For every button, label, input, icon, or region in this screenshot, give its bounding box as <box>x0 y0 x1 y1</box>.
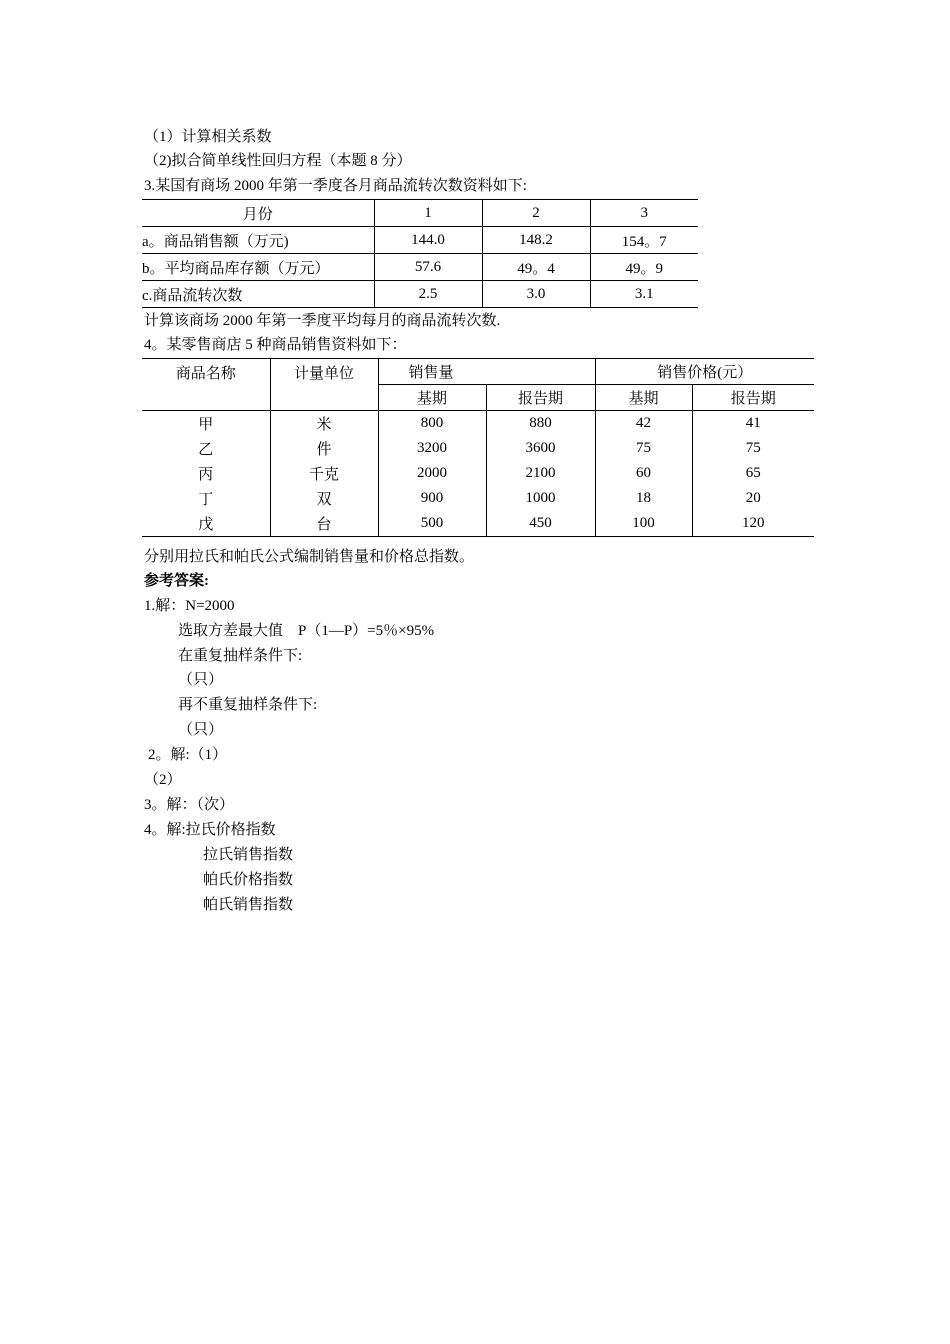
table-row <box>142 254 698 281</box>
answer-4-item: 帕氏销售指数 <box>203 897 294 913</box>
table-cell: 3600 <box>486 436 595 461</box>
table-cell: 20 <box>692 486 814 511</box>
table-cell: 2100 <box>486 461 595 486</box>
table-cell: 57.6 <box>374 254 482 281</box>
table-cell: 3.0 <box>482 281 590 308</box>
answer-1-step: 再不重复抽样条件下: <box>178 697 318 713</box>
table-cell: 丙 <box>198 467 214 483</box>
answer-4-item: 帕氏价格指数 <box>203 872 294 888</box>
table-cell: 144.0 <box>374 227 482 254</box>
table-header-cell: 报告期 <box>692 385 814 411</box>
table-cell: 18 <box>595 486 692 511</box>
table-row <box>142 436 814 461</box>
table-header-cell: 商品名称 <box>142 359 270 411</box>
answer-2-part: （2） <box>144 772 182 788</box>
table-row <box>142 227 698 254</box>
table-cell: 2.5 <box>374 281 482 308</box>
answer-1-result: （只） <box>178 722 224 738</box>
answer-2: 2。解:（1） <box>148 747 228 763</box>
table-cell: 戊 <box>142 511 270 537</box>
table-cell: 120 <box>692 511 814 537</box>
table-cell: 双 <box>270 486 378 511</box>
table-cell: 台 <box>270 511 378 537</box>
question-4-task: 分别用拉氏和帕氏公式编制销售量和价格总指数。 <box>144 549 475 565</box>
sales-table <box>142 358 814 537</box>
turnover-table <box>142 199 698 308</box>
table-header-cell: 2 <box>482 200 590 227</box>
table-cell: 65 <box>692 461 814 486</box>
question-3-task: 计算该商场 2000 年第一季度平均每月的商品流转次数. <box>144 313 501 329</box>
table-cell: 500 <box>378 511 486 537</box>
table-header-row <box>142 359 814 385</box>
table-cell: 880 <box>486 411 595 437</box>
table-cell: 41 <box>692 411 814 437</box>
table-cell: 75 <box>692 436 814 461</box>
question-4-title: 4。某零售商店 5 种商品销售资料如下： <box>144 337 407 353</box>
table-header-cell: 1 <box>374 200 482 227</box>
table-cell: 3.1 <box>590 281 698 308</box>
answers-heading: 参考答案: <box>144 573 209 589</box>
table-header-cell: 计量单位 <box>270 359 378 411</box>
answer-1: 1.解：N=2000 <box>144 598 235 614</box>
table-cell: 450 <box>486 511 595 537</box>
table-header-cell: 报告期 <box>486 385 595 411</box>
table-cell: 154。7 <box>590 227 698 254</box>
table-row <box>142 486 814 511</box>
table-row <box>142 461 814 486</box>
table-cell: 丁 <box>198 492 214 508</box>
answer-1-step: 选取方差最大值 P（1—P）=5％×95% <box>178 623 435 639</box>
question-part-1: （1）计算相关系数 <box>144 129 272 145</box>
table-cell: 148.2 <box>482 227 590 254</box>
table-cell: a。商品销售额（万元) <box>142 227 374 254</box>
table-row <box>142 281 698 308</box>
table-header-cell: 销售量 <box>378 359 595 385</box>
table-cell: 1000 <box>486 486 595 511</box>
table-header-cell: 基期 <box>378 385 486 411</box>
table-cell: 42 <box>595 411 692 437</box>
table-cell: 800 <box>378 411 486 437</box>
table-header-cell: 3 <box>590 200 698 227</box>
table-cell: 60 <box>595 461 692 486</box>
table-cell: 49。9 <box>590 254 698 281</box>
table-header-cell: 销售价格(元） <box>595 359 814 385</box>
answer-4: 4。解:拉氏价格指数 <box>144 822 276 838</box>
question-part-2: （2)拟合简单线性回归方程（本题 8 分） <box>144 153 412 169</box>
table-cell: 千克 <box>270 461 378 486</box>
answer-4-item: 拉氏销售指数 <box>203 847 294 863</box>
table-header-row <box>142 200 698 227</box>
table-cell: 75 <box>595 436 692 461</box>
table-row <box>142 511 814 537</box>
table-row <box>142 411 814 437</box>
table-cell: 件 <box>270 436 378 461</box>
table-cell: 900 <box>378 486 486 511</box>
answer-1-result: （只） <box>178 672 224 688</box>
table-header-cell: 基期 <box>595 385 692 411</box>
table-cell: 米 <box>270 411 378 437</box>
table-cell: c.商品流转次数 <box>142 281 374 308</box>
table-cell: 100 <box>595 511 692 537</box>
answer-1-step: 在重复抽样条件下: <box>178 648 303 664</box>
table-cell: 乙 <box>198 442 214 458</box>
table-header-cell: 月份 <box>142 200 374 227</box>
table-cell: 3200 <box>378 436 486 461</box>
table-cell: 2000 <box>378 461 486 486</box>
question-3-title: 3.某国有商场 2000 年第一季度各月商品流转次数资料如下: <box>144 178 527 194</box>
table-cell: 49。4 <box>482 254 590 281</box>
table-cell: b。平均商品库存额（万元） <box>142 254 374 281</box>
table-cell: 甲 <box>198 417 214 433</box>
answer-3: 3。解：（次） <box>144 797 235 813</box>
